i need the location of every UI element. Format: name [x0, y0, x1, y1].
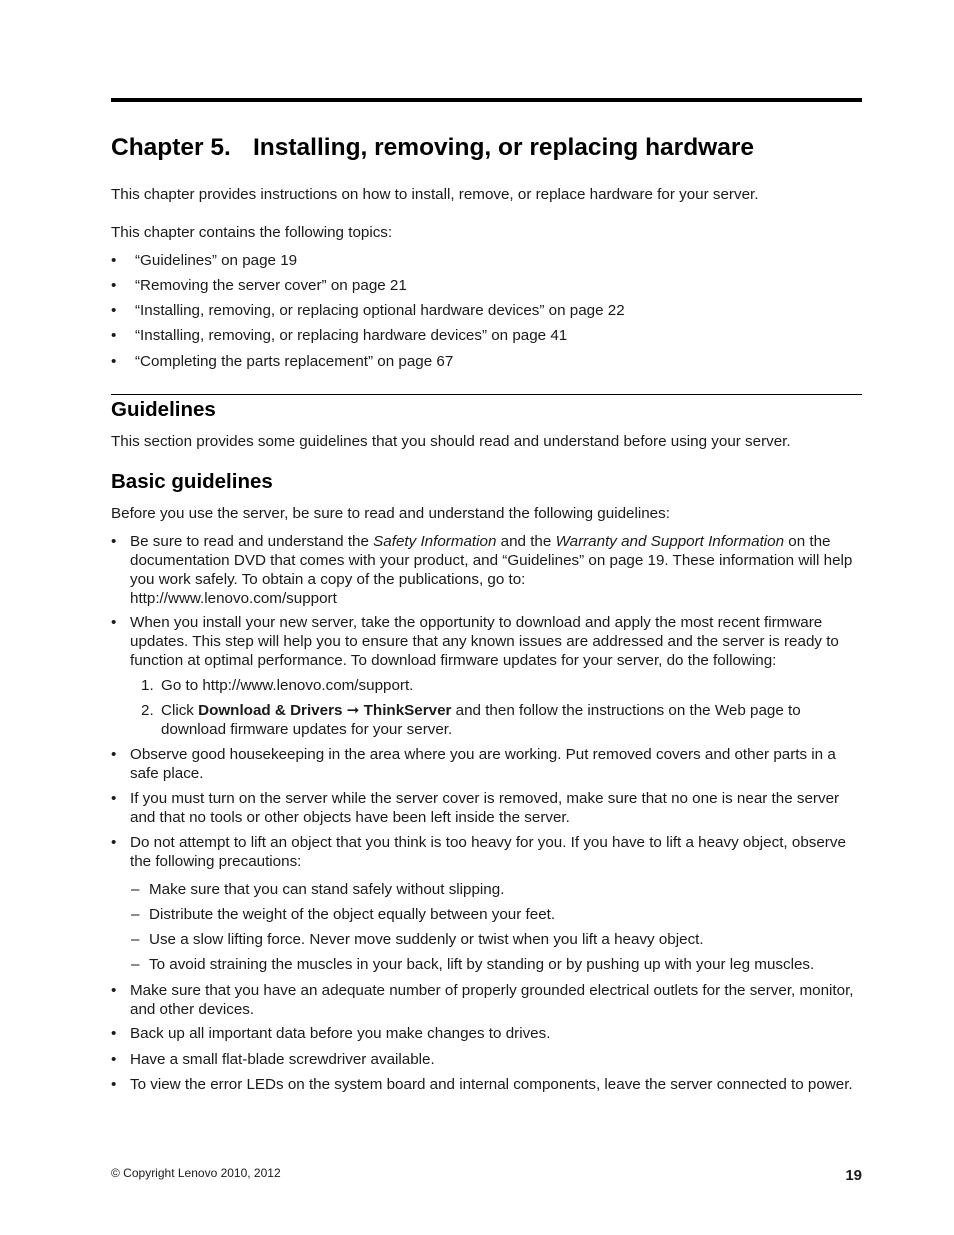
thinkserver-label: ThinkServer — [363, 702, 452, 719]
topic-link[interactable]: • “Completing the parts replacement” on page 67 — [111, 353, 454, 370]
precaution-item: – Distribute the weight of the object equally between your feet. — [131, 906, 556, 923]
safety-information-title: Safety Information — [373, 533, 497, 550]
arrow-icon: ➞ — [346, 702, 360, 719]
list-item: • Have a small flat-blade screwdriver available. — [111, 1051, 435, 1068]
precaution-item: – To avoid straining the muscles in your back, lift by standing or by pushing up with your leg muscles. — [131, 956, 815, 973]
top-rule — [111, 98, 862, 102]
copyright-notice: © Copyright Lenovo 2010, 2012 — [111, 1166, 281, 1180]
precaution-item: – Use a slow lifting force. Never move suddenly or twist when you lift a heavy object. — [131, 931, 704, 948]
page-number: 19 — [845, 1167, 862, 1184]
precaution-item: – Make sure that you can stand safely without slipping. — [131, 881, 505, 898]
step-item: 2. Click Download & Drivers ➞ ThinkServer and then follow the instructions on the Web page to download firmware updates for your server. — [141, 702, 801, 738]
chapter-name: Installing, removing, or replacing hardware — [253, 134, 755, 161]
list-item: • When you install your new server, take the opportunity to download and apply the most recent firmware updates. This step will help you to ensure that any known issues are addressed and the server is ready to function at optimal performance. To download firmware updates for your server, do the following: — [111, 614, 839, 669]
guidelines-text: This section provides some guidelines that you should read and understand before using your server. — [111, 433, 791, 450]
chapter-intro: This chapter provides instructions on how to install, remove, or replace hardware for your server. — [111, 186, 759, 203]
list-item: • If you must turn on the server while the server cover is removed, make sure that no one is near the server and that no tools or other objects have been left inside the server. — [111, 790, 840, 826]
basic-guidelines-intro: Before you use the server, be sure to read and understand the following guidelines: — [111, 505, 670, 522]
list-item: • Do not attempt to lift an object that you think is too heavy for you. If you have to lift a heavy object, observe the following precautions: — [111, 834, 846, 870]
topic-link[interactable]: • “Removing the server cover” on page 21 — [111, 277, 407, 294]
basic-guidelines-heading: Basic guidelines — [111, 470, 273, 493]
topic-link[interactable]: • “Guidelines” on page 19 — [111, 252, 298, 269]
topic-link[interactable]: • “Installing, removing, or replacing hardware devices” on page 41 — [111, 327, 568, 344]
topic-link[interactable]: • “Installing, removing, or replacing optional hardware devices” on page 22 — [111, 302, 625, 319]
download-drivers-label: Download & Drivers — [198, 702, 343, 719]
list-item: • Make sure that you have an adequate number of properly grounded electrical outlets for the server, monitor, and other devices. — [111, 982, 854, 1018]
guidelines-heading: Guidelines — [111, 398, 216, 421]
section-rule — [111, 394, 862, 395]
list-item: • Observe good housekeeping in the area where you are working. Put removed covers and other parts in a safe place. — [111, 746, 836, 782]
support-url[interactable]: http://www.lenovo.com/support — [130, 590, 337, 607]
topics-intro: This chapter contains the following topics: — [111, 224, 393, 241]
warranty-information-title: Warranty and Support Information — [555, 533, 785, 550]
chapter-number: Chapter 5. — [111, 134, 231, 161]
chapter-title — [111, 134, 754, 162]
list-item: • Be sure to read and understand the Safety Information and the Warranty and Support Information on the documentation DVD that comes with your product, and “Guidelines” on page 19. These information will help you work safely. To obtain a copy of the publications, go to: http://www.lenovo.com/support — [111, 533, 853, 607]
list-item: • Back up all important data before you make changes to drives. — [111, 1025, 551, 1042]
step-item: 1. Go to http://www.lenovo.com/support. — [141, 677, 414, 694]
list-item: • To view the error LEDs on the system board and internal components, leave the server connected to power. — [111, 1076, 853, 1093]
